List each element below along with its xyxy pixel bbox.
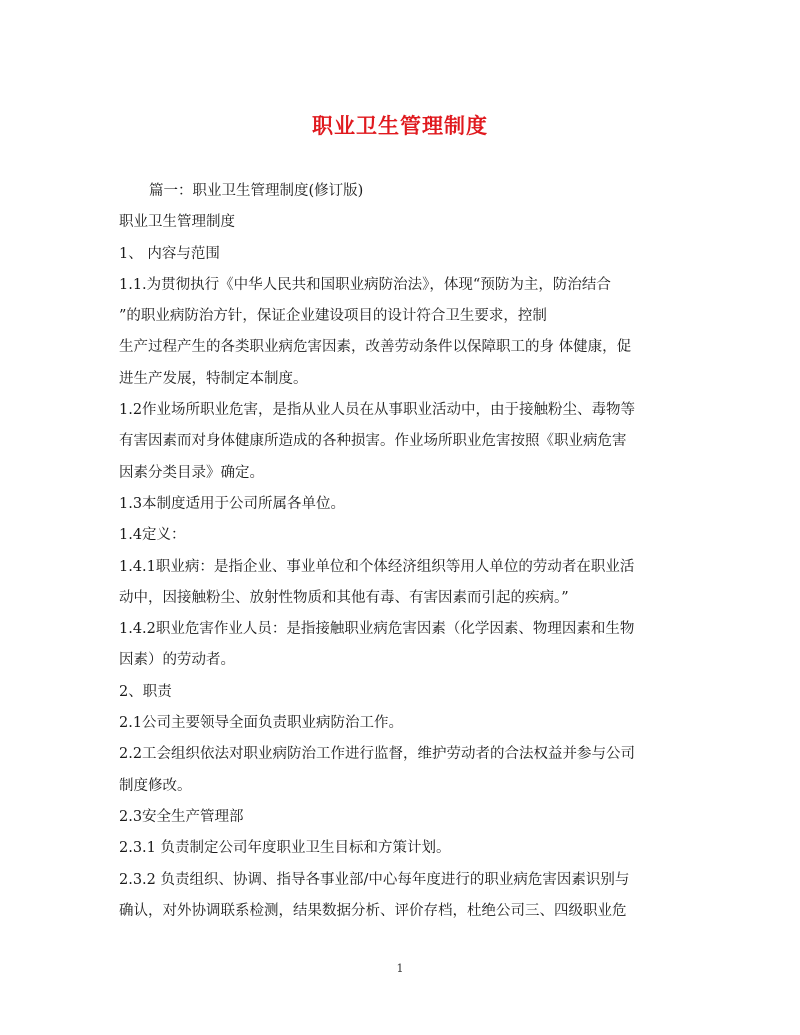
body-line: 进生产发展，特制定本制度。	[119, 370, 308, 387]
page-number: 1	[396, 962, 404, 975]
body-line: ”的职业病防治方针，保证企业建设项目的设计符合卫生要求，控制	[119, 308, 547, 325]
body-line: 职业卫生管理制度	[119, 214, 235, 231]
body-line: 2.3安全生产管理部	[119, 808, 244, 825]
document-body	[119, 176, 685, 927]
body-line: 确认，对外协调联系检测，结果数据分析、评价存档，杜绝公司三、四级职业危	[119, 902, 627, 919]
body-line: 篇一：职业卫生管理制度(修订版)	[149, 183, 364, 199]
body-line: 1.4.1职业病：是指企业、事业单位和个体经济组织等用人单位的劳动者在职业活	[119, 558, 635, 575]
body-line: 1、 内容与范围	[119, 245, 220, 262]
body-line: 1.3本制度适用于公司所属各单位。	[119, 495, 346, 512]
body-line: 1.1.为贯彻执行《中华人民共和国职业病防治法》，体现“预防为主，防治结合	[119, 276, 611, 293]
body-line: 2.1公司主要领导全面负责职业病防治工作。	[119, 715, 404, 732]
body-line: 有害因素而对身体健康所造成的各种损害。作业场所职业危害按照《职业病危害	[119, 433, 627, 450]
document-title: 职业卫生管理制度	[312, 114, 488, 138]
body-line: 因素分类目录》确定。	[119, 464, 264, 481]
body-line: 生产过程产生的各类职业病危害因素，改善劳动条件以保障职工的身 体健康，促	[119, 339, 632, 356]
body-line: 2.3.1 负责制定公司年度职业卫生目标和方策计划。	[119, 840, 451, 857]
body-line: 1.4.2职业危害作业人员：是指接触职业病危害因素（化学因素、物理因素和生物	[119, 621, 635, 638]
body-line: 2.2工会组织依法对职业病防治工作进行监督，维护劳动者的合法权益并参与公司	[119, 746, 636, 763]
body-line: 2.3.2 负责组织、协调、指导各事业部/中心每年度进行的职业病危害因素识别与	[119, 871, 630, 888]
body-line: 2、职责	[119, 683, 172, 700]
body-line: 因素）的劳动者。	[119, 652, 235, 669]
body-line: 动中，因接触粉尘、放射性物质和其他有毒、有害因素而引起的疾病。”	[119, 589, 569, 606]
body-line: 1.4定义：	[119, 527, 186, 544]
body-line: 制度修改。	[119, 777, 192, 794]
body-line: 1.2作业场所职业危害，是指从业人员在从事职业活动中，由于接触粉尘、毒物等	[119, 402, 636, 419]
